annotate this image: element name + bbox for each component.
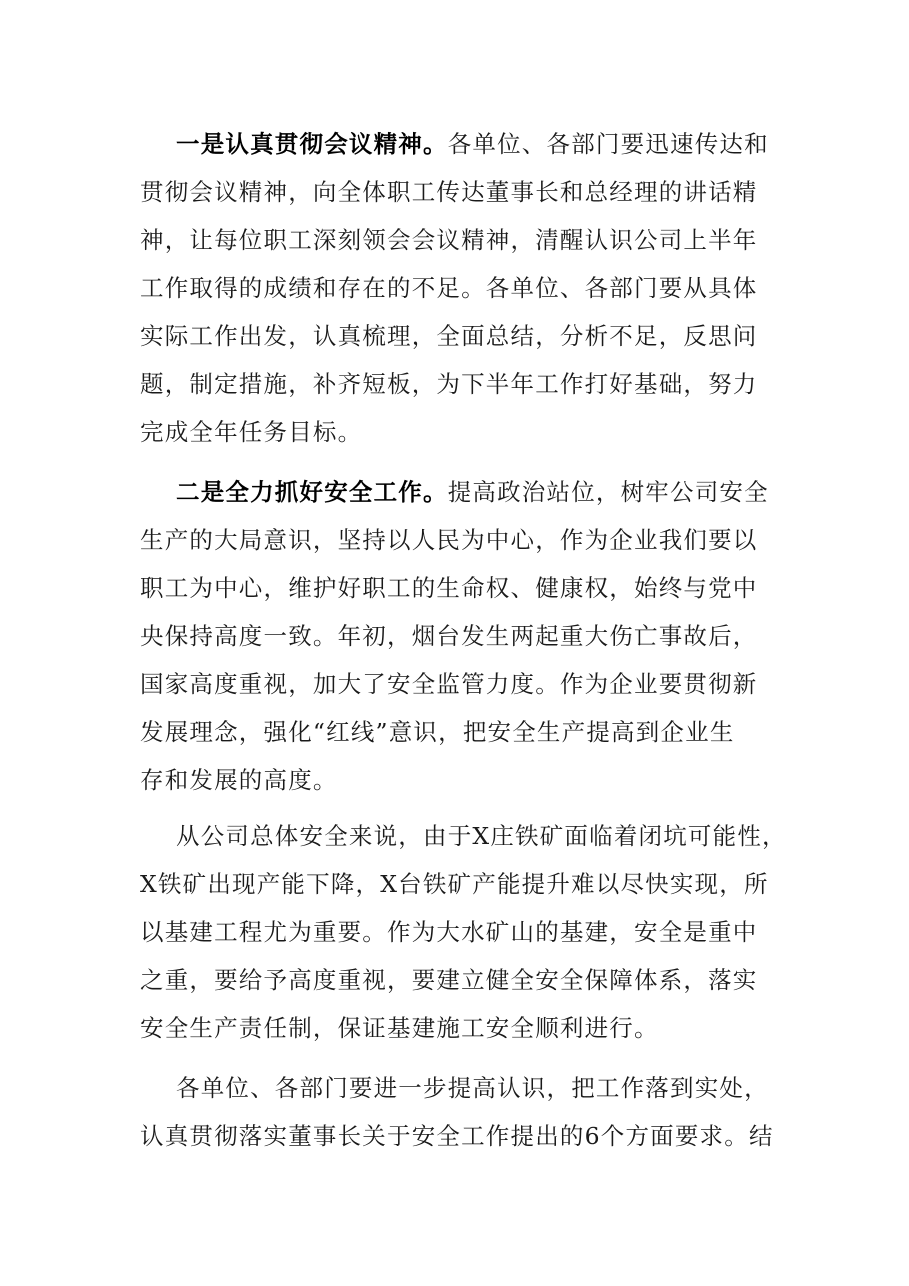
paragraph-3-line-5: 安全生产责任制，保证基建施工安全顺利进行。 [140, 1014, 659, 1042]
paragraph-3-line-3: 以基建工程尤为重要。作为大水矿山的基建，安全是重中 [140, 918, 758, 946]
paragraph-1-line-6: 题，制定措施，补齐短板，为下半年工作打好基础，努力 [140, 370, 758, 398]
paragraph-1-line-5: 实际工作出发，认真梳理，全面总结，分析不足，反思问 [140, 322, 758, 350]
paragraph-2-text: 提高政治站位，树牢公司安全 [447, 478, 769, 506]
paragraph-3-line-2: X铁矿出现产能下降，X台铁矿产能提升难以尽快实现，所 [140, 870, 769, 898]
paragraph-4-line-2: 认真贯彻落实董事长关于安全工作提出的6个方面要求。结 [140, 1122, 774, 1150]
paragraph-1-heading: 一是认真贯彻会议精神。 [176, 130, 448, 158]
paragraph-2-line-5: 国家高度重视，加大了安全监管力度。作为企业要贯彻新 [140, 670, 758, 698]
paragraph-2-line-2: 生产的大局意识，坚持以人民为中心，作为企业我们要以 [140, 526, 758, 554]
paragraph-3-line-4: 之重，要给予高度重视，要建立健全安全保障体系，落实 [140, 966, 758, 994]
paragraph-1-line-1 [176, 128, 769, 160]
paragraph-2-line-4: 央保持高度一致。年初，烟台发生两起重大伤亡事故后， [140, 622, 758, 650]
paragraph-2-line-3: 职工为中心，维护好职工的生命权、健康权，始终与党中 [140, 574, 758, 602]
paragraph-2-line-7: 存和发展的高度。 [140, 766, 338, 794]
paragraph-3-line-1: 从公司总体安全来说，由于X庄铁矿面临着闭坑可能性， [176, 822, 787, 850]
paragraph-1-text: 各单位、各部门要迅速传达和 [447, 130, 769, 158]
paragraph-1-line-7: 完成全年任务目标。 [140, 418, 363, 446]
paragraph-1-line-4: 工作取得的成绩和存在的不足。各单位、各部门要从具体 [140, 274, 758, 302]
paragraph-2-line-6: 发展理念，强化“红线”意识，把安全生产提高到企业生 [140, 718, 735, 746]
paragraph-2-heading: 二是全力抓好安全工作。 [176, 478, 448, 506]
paragraph-2-line-1 [176, 476, 769, 508]
paragraph-1-line-3: 神，让每位职工深刻领会会议精神，清醒认识公司上半年 [140, 226, 758, 254]
paragraph-1-line-2: 贯彻会议精神，向全体职工传达董事长和总经理的讲话精 [140, 178, 758, 206]
paragraph-4-line-1: 各单位、各部门要进一步提高认识，把工作落到实处， [176, 1074, 769, 1102]
